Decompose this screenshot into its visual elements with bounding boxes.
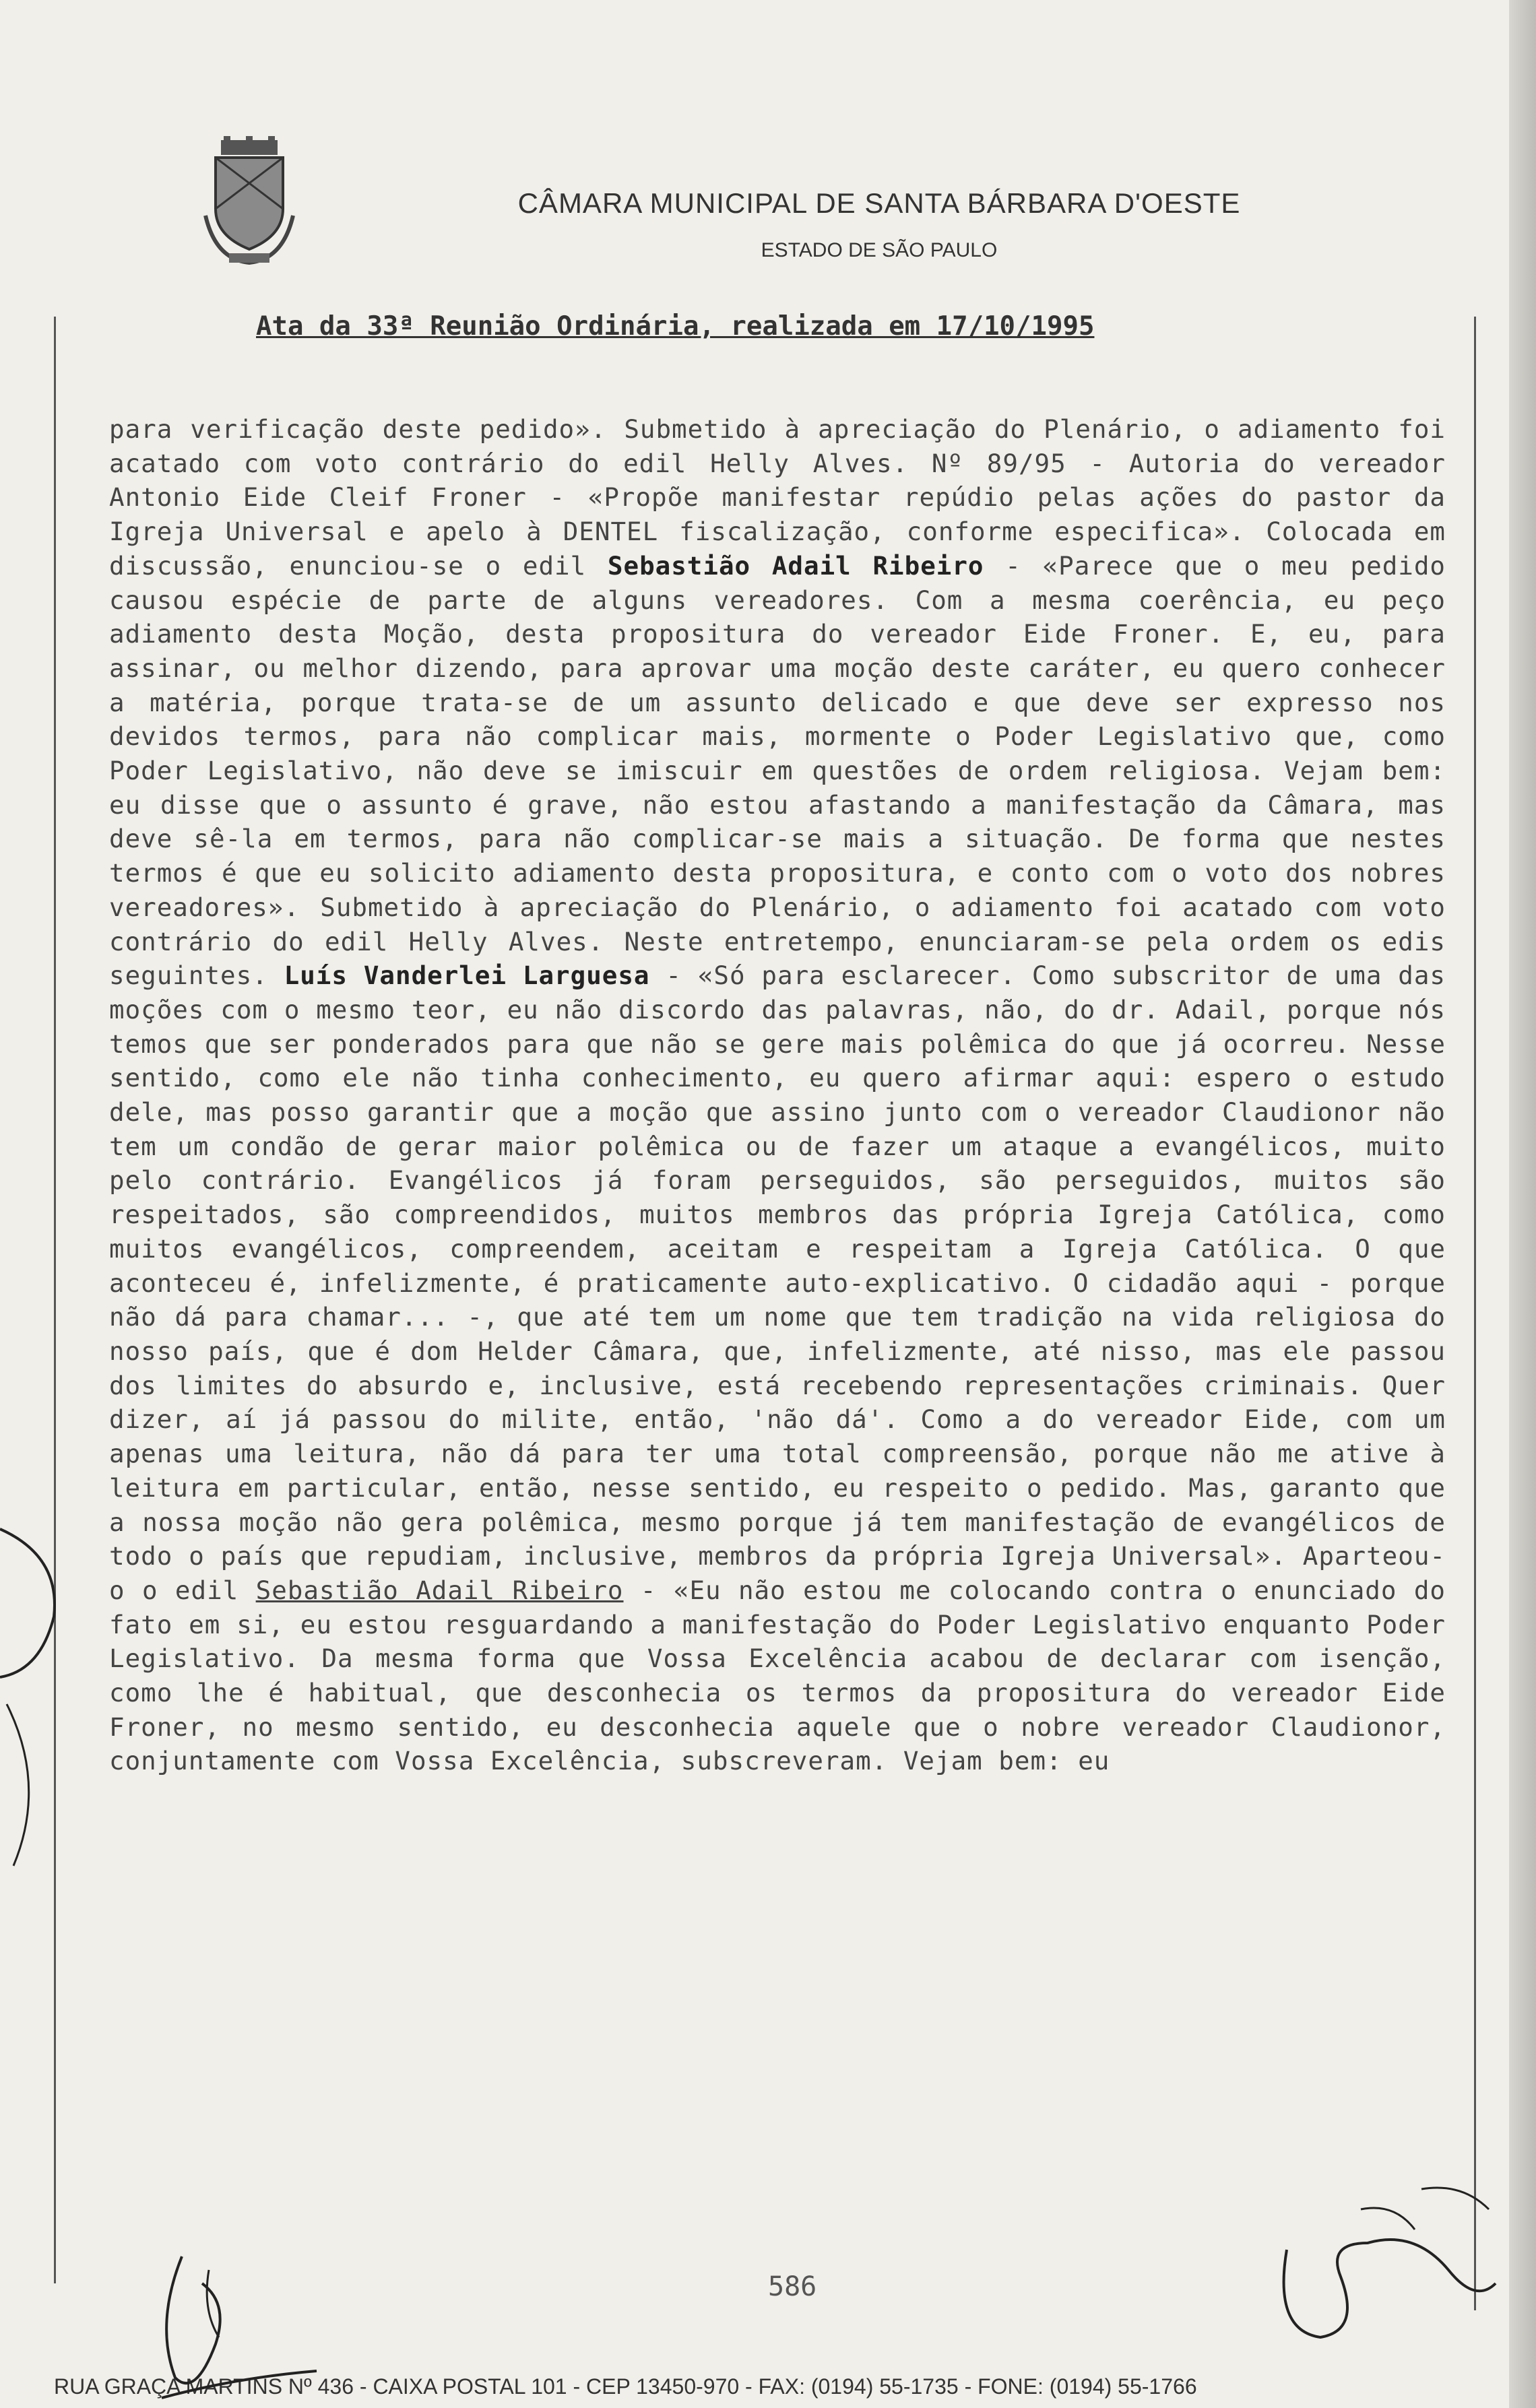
institution-name: CÂMARA MUNICIPAL DE SANTA BÁRBARA D'OESTE — [517, 187, 1241, 219]
left-margin-rule — [54, 317, 56, 2283]
state-name: ESTADO DE SÃO PAULO — [761, 239, 998, 261]
text-segment: - «Parece que o meu pedido causou espécie de parte de alguns vereadores. Com a mesma coerência, eu peço adiamento desta Moção, desta propositura do vereador Eide Froner. E, eu, para assinar, ou melhor dizendo, para aprovar uma moção deste caráter, eu quero conhecer a matéria, porque trata-se de um assunto delicado e que deve ser expresso nos devidos termos, para não complicar mais, mormente o Poder Legislativo que, como Poder Legislativo, não deve se imiscuir em questões de ordem religiosa. Vejam bem: eu disse que o assunto é grave, não estou afastando a manifestação da Câmara, mas deve sê-la em termos, para não complicar-se mais a situação. De forma que nestes termos é que eu solicito adiamento desta propositura, e conto com o voto dos nobres vereadores». Submetido à apreciação do Plenário, o adiamento foi acatado com voto contrário do edil Helly Alves. Neste entretempo, enunciaram-se pela ordem os edis seguintes. — [109, 550, 1446, 991]
margin-handwriting-mark — [0, 1502, 61, 1879]
handwritten-signature-left — [101, 2243, 323, 2405]
text-segment: - «Só para esclarecer. Como subscritor de uma das moções com o mesmo teor, eu não discordo das palavras, não, do dr. Adail, porque nós temos que ser ponderados para que não se gere mais polêmica do que já ocorreu. Nesse sentido, como ele não tinha conhecimento, eu quero afirmar aqui: espero o estudo dele, mas posso garantir que a moção que assino junto com o vereador Claudionor não tem um condão de gerar maior polêmica ou de fazer um ataque a evangélicos, muito pelo contrário. Evangélicos já foram perseguidos, são perseguidos, muitos são respeitados, são compreendidos, muitos membros das própria Igreja Católica, como muitos evangélicos, compreendem, aceitam e respeitam a Igreja Católica. O que aconteceu é, infelizmente, é praticamente auto-explicativo. O cidadão aqui - porque não dá para chamar... -, que até tem um nome que tem tradição na vida religiosa do nosso país, que é dom Helder Câmara, que, infelizmente, até nisso, mas ele passou dos limites do absurdo e, inclusive, está recebendo representações criminais. Quer dizer, aí já passou do milite, então, 'não dá'. Como a do vereador Eide, com um apenas uma leitura, não dá para ter uma total compreensão, porque não me ative à leitura em particular, então, nesse sentido, eu respeito o pedido. Mas, garanto que a nossa moção não gera polêmica, mesmo porque já tem manifestação de evangélicos de todo o país que repudiam, inclusive, membros da própria Igreja Universal». Aparteou-o o edil — [109, 961, 1446, 1605]
footer-address: RUA GRAÇA MARTINS Nº 436 - CAIXA POSTAL 101 - CEP 13450-970 - FAX: (0194) 55-1735 - FONE: (0194) 55-1766 — [54, 2374, 1197, 2399]
page-number: 586 — [768, 2271, 817, 2302]
minutes-body — [109, 412, 1446, 1778]
minutes-paragraph — [109, 412, 1446, 1778]
document-title: Ata da 33ª Reunião Ordinária, realizada em 17/10/1995 — [256, 311, 1095, 341]
right-margin-rule — [1474, 317, 1476, 2310]
handwritten-signature-right — [1260, 2169, 1502, 2357]
speaker-name: Luís Vanderlei Larguesa — [284, 961, 650, 991]
page-edge-shadow — [1509, 0, 1536, 2408]
text-segment: para verificação deste pedido». Submetido à apreciação do Plenário, o adiamento foi acatado com voto contrário do edil Helly Alves. Nº 89/95 - Autoria do vereador Antonio Eide Cleif Froner - «Propõe manifestar repúdio pelas ações do pastor da Igreja Universal e apelo à DENTEL fiscalização, conforme especifica». Colocada em discussão, enunciou-se o edil — [109, 414, 1446, 581]
speaker-name-underlined: Sebastião Adail Ribeiro — [255, 1575, 624, 1605]
speaker-name: Sebastião Adail Ribeiro — [607, 550, 984, 581]
text-segment: - «Eu não estou me colocando contra o enunciado do fato em si, eu estou resguardando a manifestação do Poder Legislativo enquanto Poder Legislativo. Da mesma forma que Vossa Excelência acabou de declarar com isenção, como lhe é habitual, que desconhecia os termos da propositura do vereador Eide Froner, no mesmo sentido, eu desconhecia aquele que o nobre vereador Claudionor, conjuntamente com Vossa Excelência, subscreveram. Vejam bem: eu — [109, 1575, 1446, 1776]
